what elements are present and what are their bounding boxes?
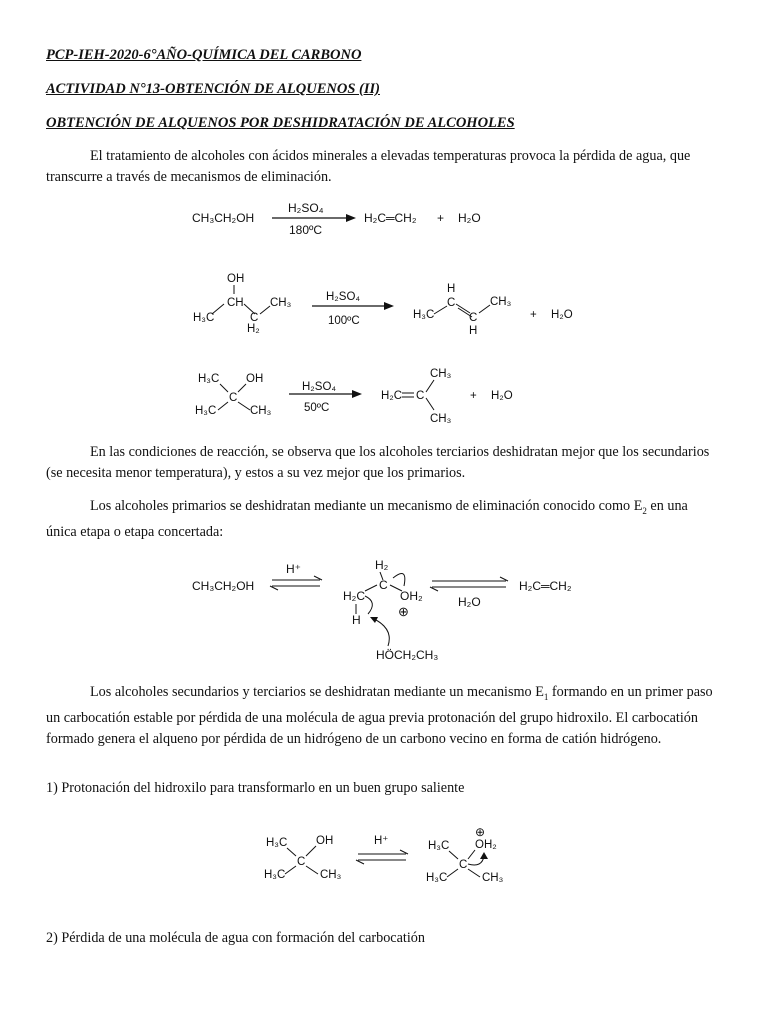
secondary-text-b: formando en un primer paso un carbocatión estable por pérdida de una molécula de agua previa protonación del grupo hidroxilo. El carbocatión formado genera el alqueno por pérdida de un hidrógeno de un carbono vecino en forma de catión hidrógeno. (46, 684, 713, 747)
s1-bond-1 (287, 848, 296, 856)
r3-bond-2 (238, 384, 246, 392)
e2-product: H₂C═CH₂ (519, 579, 572, 593)
r3-bond-4 (238, 402, 250, 410)
r1-plus: + (437, 211, 445, 225)
secondary-paragraph (46, 682, 718, 750)
e2-reactant: CH₃CH₂OH (192, 579, 255, 593)
e2-h2: H₂ (375, 558, 389, 572)
r2-ch: CH (227, 297, 244, 309)
s1-h3c-top: H₃C (266, 837, 288, 849)
r2-p-bond-1 (434, 306, 447, 314)
r1-reactant: CH₃CH₂OH (192, 211, 255, 225)
e2-h: H (352, 613, 361, 627)
activity-header: ACTIVIDAD N°13-OBTENCIÓN DE ALQUENOS (II) (46, 81, 380, 97)
r3-ch3: CH₃ (250, 405, 272, 417)
s1-eq-reverse-head (356, 860, 364, 864)
s1-p-bond-3 (447, 869, 458, 877)
r1-product: H₂C═CH₂ (364, 211, 417, 225)
r2-plus: + (530, 309, 537, 321)
primary-subscript: 2 (642, 505, 647, 516)
step1-heading: 1) Protonación del hidroxilo para transformarlo en un buen grupo saliente (46, 780, 465, 796)
reaction-ethanol-dehydration (0, 198, 768, 248)
e2-base: HÖCH₂CH₃ (376, 648, 439, 662)
secondary-text-a: Los alcoholes secundarios y terciarios se deshidratan mediante un mecanismo E (90, 684, 544, 700)
s1-p-bond-2 (468, 850, 475, 859)
r2-h3c: H₃C (193, 312, 215, 324)
r2-arrowhead (384, 302, 394, 310)
s1-ch3: CH₃ (320, 869, 342, 881)
secondary-subscript: 1 (543, 691, 549, 702)
r3-p-ch3-bot: CH₃ (430, 413, 452, 425)
step1-protonation-scheme (0, 824, 768, 894)
r2-c: C (250, 312, 259, 324)
r3-oh: OH (246, 373, 264, 385)
s1-oh: OH (316, 835, 334, 847)
r3-h3c-bot: H₃C (195, 405, 217, 417)
r2-h2: H₂ (247, 323, 260, 335)
r3-h3c-top: H₃C (198, 373, 220, 385)
r2-reagent: H₂SO₄ (326, 291, 361, 303)
r2-byproduct: H₂O (551, 309, 573, 321)
r3-plus: + (470, 390, 477, 402)
s1-p-bond-4 (468, 869, 480, 877)
r3-arrowhead (352, 390, 362, 398)
s1-charge: ⊕ (475, 825, 486, 839)
e2-curved-arrow-2 (365, 596, 372, 614)
e2-oh2: OH₂ (400, 589, 423, 603)
s1-curved-arrow-head (480, 852, 488, 859)
course-header: PCP-IEH-2020-6°AÑO-QUÍMICA DEL CARBONO (46, 47, 362, 63)
r3-bond-3 (218, 402, 228, 410)
e2-catalyst: H⁺ (286, 562, 301, 576)
r3-condition: 50ºC (304, 402, 330, 414)
r1-byproduct: H₂O (458, 211, 481, 225)
e2-bond-left (365, 585, 377, 591)
s1-catalyst: H⁺ (374, 835, 389, 847)
r2-p-h-bot: H (469, 325, 478, 337)
e2-h2c: H₂C (343, 589, 365, 603)
r1-condition: 180ºC (289, 223, 323, 237)
r1-reagent: H₂SO₄ (288, 201, 324, 215)
r3-p-bond-up (426, 380, 434, 392)
r3-p-bond-down (426, 398, 434, 410)
r2-p-bond-3 (479, 305, 490, 313)
r3-bond-1 (220, 384, 228, 392)
e2-mechanism (0, 556, 768, 666)
primary-paragraph (46, 496, 718, 543)
e2-eq2-forward-head (500, 577, 508, 581)
s1-p-h3c-bot: H₃C (426, 872, 448, 884)
r2-p-h-top: H (447, 283, 456, 295)
e2-eq-forward-head (314, 576, 322, 580)
e2-curved-arrow-1 (393, 574, 405, 587)
r2-p-h3c: H₃C (413, 309, 435, 321)
s1-c: C (297, 856, 306, 868)
s1-p-bond-1 (449, 851, 458, 859)
e2-eq2-reverse-head (430, 587, 438, 591)
e2-eq-reverse-head (270, 586, 278, 590)
intro-paragraph: El tratamiento de alcoholes con ácidos minerales a elevadas temperaturas provoca la pérdida de agua, que transcurre a través de mecanismos de eliminación. (46, 148, 691, 185)
s1-bond-4 (306, 866, 318, 874)
s1-bond-2 (306, 846, 316, 856)
r2-oh: OH (227, 273, 245, 285)
e2-water: H₂O (458, 595, 481, 609)
s1-h3c-bot: H₃C (264, 869, 286, 881)
s1-p-ch3: CH₃ (482, 872, 504, 884)
r3-p-c: C (416, 390, 425, 402)
r3-c: C (229, 392, 238, 404)
r2-p-c1: C (447, 297, 456, 309)
r2-p-ch3: CH₃ (490, 296, 512, 308)
s1-p-c: C (459, 859, 468, 871)
section-header: OBTENCIÓN DE ALQUENOS POR DESHIDRATACIÓN DE ALCOHOLES (46, 115, 515, 131)
r3-reagent: H₂SO₄ (302, 381, 337, 393)
s1-bond-3 (285, 866, 296, 874)
r2-bond-c-ch3 (260, 306, 270, 314)
s1-p-oh2: OH₂ (475, 839, 497, 851)
r2-p-c2: C (469, 312, 478, 324)
step2-heading: 2) Pérdida de una molécula de agua con formación del carbocatión (46, 930, 425, 946)
e2-charge: ⊕ (398, 604, 409, 619)
r2-ch3: CH₃ (270, 297, 292, 309)
r3-byproduct: H₂O (491, 390, 513, 402)
r3-p-ch3-top: CH₃ (430, 368, 452, 380)
reaction-2-butanol-dehydration (0, 268, 768, 338)
e2-c: C (379, 578, 388, 592)
primary-text-a: Los alcoholes primarios se deshidratan mediante un mecanismo de eliminación conocido como E (90, 498, 643, 514)
primary-text-b: en una única etapa o etapa concertada: (46, 498, 688, 540)
r2-condition: 100ºC (328, 315, 360, 327)
conditions-paragraph: En las condiciones de reacción, se observa que los alcoholes terciarios deshidratan mejor que los secundarios (se necesita menor temperatura), y estos a su vez mejor que los primarios. (46, 444, 710, 481)
s1-p-h3c-top: H₃C (428, 840, 450, 852)
reaction-tertbutanol-dehydration (0, 366, 768, 426)
s1-eq-forward-head (400, 850, 408, 854)
r1-arrowhead (346, 214, 356, 222)
r3-p-h2c: H₂C (381, 390, 403, 402)
